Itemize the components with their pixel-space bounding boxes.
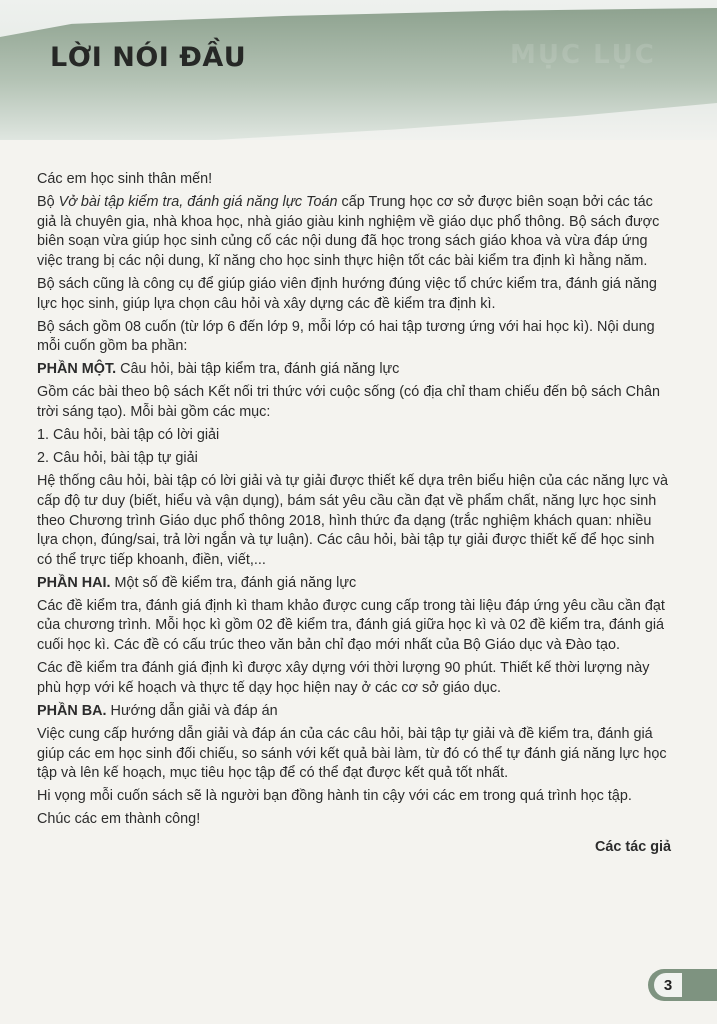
part2-description: Các đề kiểm tra, đánh giá định kì tham khảo được cung cấp trong tài liệu đáp ứng yêu cầu cần đạt của chương trình. Mỗi học kì gồm 02 đề kiểm tra, đánh giá giữa học kì và 02 đề kiểm tra, đánh giá cuối học kì. Các đề có cấu trúc theo văn bản chỉ đạo mới nhất của Bộ Giáo dục và Đào tạo. xyxy=(37,597,665,654)
part1-label: PHẦN MỘT. xyxy=(37,361,117,378)
part1-detail: Hệ thống câu hỏi, bài tập có lời giải và tự giải được thiết kế dựa trên biểu hiện của các năng lực và cấp độ tư duy (biết, hiểu và vận dụng), bám sát yêu cầu cần đạt về phẩm chất, năng lực học sinh theo Chương trình Giáo dục phổ thông 2018, hình thức đa dạng (trắc nghiệm khách quan: nhiều lựa chọn, đúng/sai, trả lời ngắn và tự luận). Các câu hỏi, bài tập tự giải được thiết kế để học sinh có thể trực tiếp khoanh, điền, viết,... xyxy=(37,473,668,568)
banner-watermark: MỤC LỤC xyxy=(510,40,656,70)
banner-shape xyxy=(0,8,717,140)
part1-item-1: 1. Câu hỏi, bài tập có lời giải xyxy=(37,427,220,444)
header-banner xyxy=(0,0,717,140)
part2-title: Một số đề kiểm tra, đánh giá năng lực xyxy=(110,574,357,591)
part1-description: Gồm các bài theo bộ sách Kết nối tri thức với cuộc sống (có địa chỉ tham chiếu đến bộ sách Chân trời sáng tạo). Mỗi bài gồm các mục: xyxy=(37,384,661,421)
part3-heading xyxy=(37,702,673,722)
page-number: 3 xyxy=(654,973,682,997)
part2-heading xyxy=(37,574,673,594)
part1-heading xyxy=(37,360,673,380)
hope-paragraph: Hi vọng mỗi cuốn sách sẽ là người bạn đồng hành tin cậy với các em trong quá trình học tập. xyxy=(37,788,632,805)
part3-description: Việc cung cấp hướng dẫn giải và đáp án của các câu hỏi, bài tập tự giải và đề kiểm tra, đánh giá giúp các em học sinh đối chiếu, so sánh với kết quả bài làm, từ đó có thể tự đánh giá năng lực học tập và lên kế hoạch, mục tiêu học tập để có thể đạt được kết quả tốt nhất. xyxy=(37,725,667,782)
preface-body xyxy=(37,170,673,861)
page-title: LỜI NÓI ĐẦU xyxy=(50,42,247,73)
book-title: Vở bài tập kiểm tra, đánh giá năng lực Toán xyxy=(58,194,338,211)
part1-title: Câu hỏi, bài tập kiểm tra, đánh giá năng lực xyxy=(116,361,400,378)
part1-item-2: 2. Câu hỏi, bài tập tự giải xyxy=(37,450,198,467)
intro-paragraph xyxy=(37,193,673,271)
closing-line: Chúc các em thành công! xyxy=(37,811,201,828)
part2-label: PHẦN HAI. xyxy=(37,574,111,591)
part3-label: PHẦN BA. xyxy=(37,702,107,719)
part2-detail: Các đề kiểm tra đánh giá định kì được xây dựng với thời lượng 90 phút. Thiết kế thời lượng này phù hợp với kế hoạch và thực tế dạy học hiện nay ở các cơ sở giáo dục. xyxy=(37,660,650,696)
part3-title: Hướng dẫn giải và đáp án xyxy=(106,702,278,719)
intro-prefix: Bộ xyxy=(37,194,59,211)
signature: Các tác giả xyxy=(595,838,671,855)
volumes-paragraph: Bộ sách gồm 08 cuốn (từ lớp 6 đến lớp 9, mỗi lớp có hai tập tương ứng với hai học kì). Nội dung mỗi cuốn gồm ba phần: xyxy=(37,318,655,355)
intro-text: cấp Trung học cơ sở được biên soạn bởi các tác giả là chuyên gia, nhà khoa học, nhà giáo giàu kinh nghiệm về giáo dục phổ thông. Bộ sách được biên soạn vừa giúp học sinh củng cố các nội dung đã học trong sách giáo khoa và vừa đáp ứng việc trang bị các nội dung, kĩ năng cho học sinh thực hiện tốt các bài kiểm tra định kì hằng năm. xyxy=(37,194,660,269)
tool-paragraph: Bộ sách cũng là công cụ để giúp giáo viên định hướng đúng việc tổ chức kiểm tra, đánh giá năng lực học sinh, giúp lựa chọn câu hỏi và xây dựng các đề kiểm tra định kì. xyxy=(37,275,657,312)
greeting: Các em học sinh thân mến! xyxy=(37,171,213,187)
